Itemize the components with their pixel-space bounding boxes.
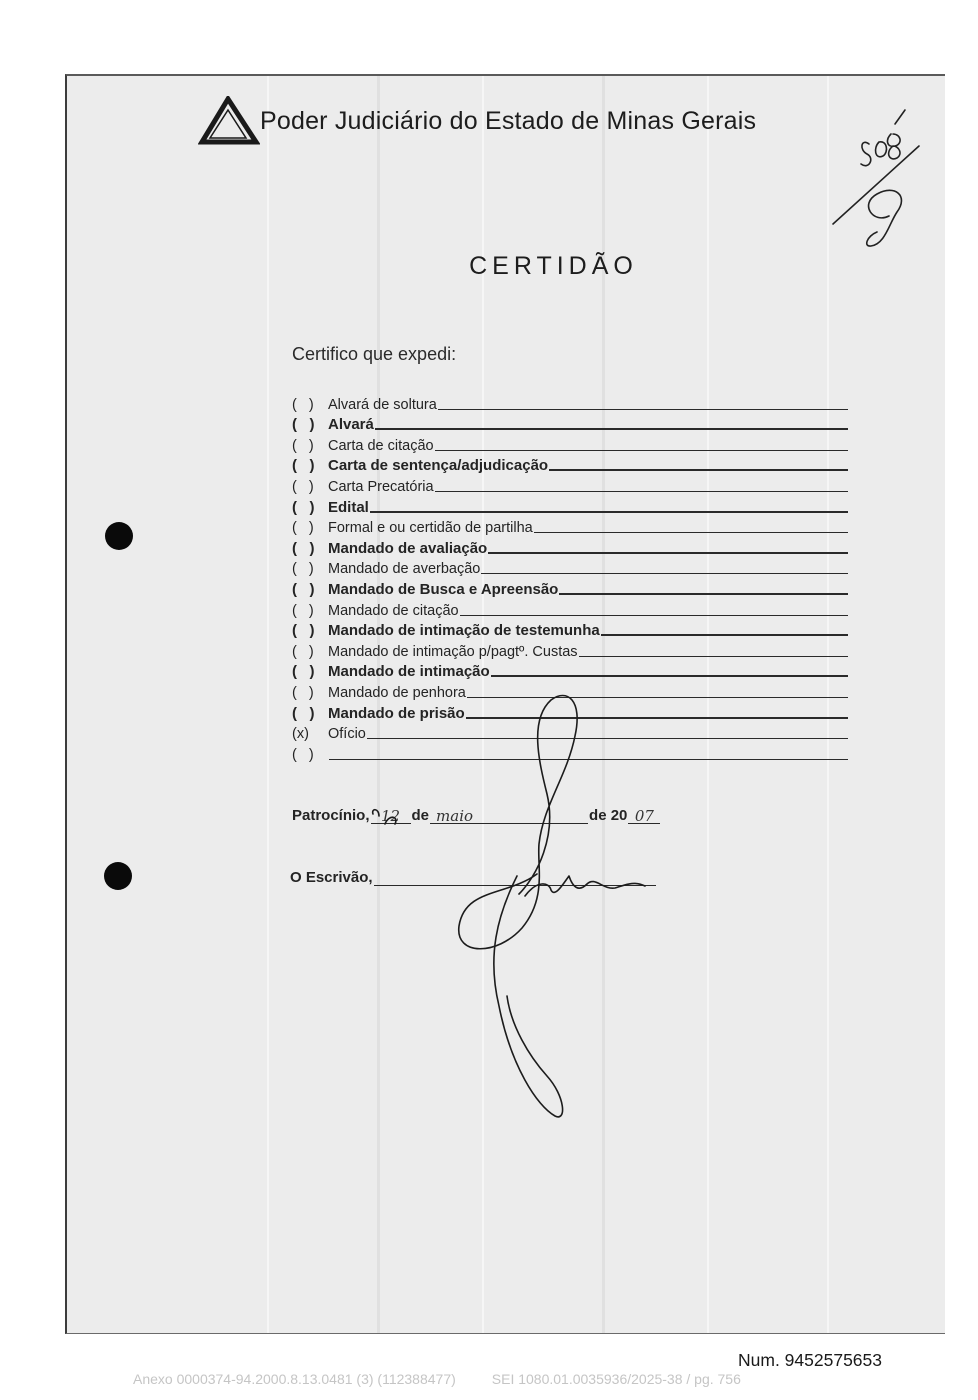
document-list-item [292,413,862,434]
document-number: Num. 9452575653 [738,1350,882,1370]
document-list-item [292,516,862,537]
item-label: Alvará [328,416,374,434]
date-line [292,807,661,824]
footer-reference [133,1371,741,1387]
fill-line [467,697,848,698]
day-field: 12 [371,807,411,824]
fill-line [466,717,848,719]
document-list-item [292,433,862,454]
sei-reference: SEI 1080.01.0035936/2025-38 / pg. 756 [491,1371,741,1387]
item-label: Mandado de avaliação [328,539,488,557]
certification-intro: Certifico que expedi: [292,344,457,364]
document-list-item [292,577,862,598]
document-list-item [292,392,862,413]
item-label: Mandado de intimação de testemunha [328,622,600,640]
checkbox-mark: ( ) [292,622,315,640]
fill-line [375,428,848,430]
document-list-item [292,536,862,557]
fill-line [579,656,848,657]
document-list-item [292,639,862,660]
checkbox-mark: ( ) [292,704,315,722]
fill-line [329,759,848,760]
clerk-signature-field [374,869,656,886]
checkbox-mark: ( ) [292,746,314,763]
item-label: Edital [328,498,369,516]
item-label: Mandado de penhora [328,684,466,701]
checkbox-mark: ( ) [292,520,314,537]
checkbox-mark: ( ) [292,580,315,598]
fill-line [559,593,848,595]
document-list-item [292,701,862,722]
fill-line [491,675,848,677]
checkbox-mark: ( ) [292,396,314,413]
fill-line [488,552,848,554]
clerk-label: O Escrivão, [290,869,373,886]
month-field: maio [430,807,588,824]
checkbox-mark: ( ) [292,478,314,495]
judiciary-logo-icon [198,96,260,146]
item-label: Formal e ou certidão de partilha [328,520,533,537]
item-label: Carta de citação [328,437,434,454]
checkbox-mark: ( ) [292,684,314,701]
document-list-item [292,680,862,701]
checkbox-mark: ( ) [292,437,314,454]
item-label: Mandado de Busca e Apreensão [328,580,559,598]
folio-number-handwritten [819,104,939,254]
checkbox-mark: ( ) [292,498,315,516]
fill-line [601,634,848,636]
document-title: CERTIDÃO [469,252,638,280]
fill-line [367,738,848,739]
document-list [292,392,862,763]
document-list-item [292,722,862,743]
checkbox-mark: ( ) [292,416,315,434]
fill-line [534,532,848,533]
document-list-item [292,454,862,475]
item-label: Carta Precatória [328,478,434,495]
fill-line [435,450,848,451]
document-list-item [292,598,862,619]
clerk-signature-line [290,869,657,886]
fill-line [549,469,848,471]
item-label: Mandado de prisão [328,704,465,722]
scanned-page [65,74,945,1334]
item-label: Mandado de intimação [328,663,490,681]
year-field: 07 [628,807,660,824]
checkbox-mark: ( ) [292,457,315,475]
document-list-item [292,660,862,681]
fill-line [460,615,848,616]
annex-reference: Anexo 0000374-94.2000.8.13.0481 (3) (112388477) [133,1371,456,1387]
item-label: Alvará de soltura [328,396,437,413]
checkbox-mark: ( ) [292,663,315,681]
document-list-item [292,619,862,640]
punch-hole [104,862,132,890]
fill-line [370,511,848,513]
item-label: Mandado de averbação [328,561,481,578]
year-prefix-label: de 20 [589,807,628,824]
fill-line [435,491,848,492]
punch-hole [105,522,133,550]
checkbox-mark: ( ) [292,602,314,619]
document-list-item [292,495,862,516]
document-list-item [292,742,862,763]
checkbox-mark: ( ) [292,539,315,557]
item-label: Mandado de intimação p/pagtº. Custas [328,643,578,660]
de-label: de [411,807,430,824]
checkbox-mark: ( ) [292,643,314,660]
fill-line [438,409,848,410]
fill-line [481,573,848,574]
document-list-item [292,557,862,578]
item-label: Carta de sentença/adjudicação [328,457,549,475]
institution-name: Poder Judiciário do Estado de Minas Gerais [260,107,757,135]
item-label: Mandado de citação [328,602,459,619]
checkbox-mark: (x) [292,726,309,743]
item-label: Ofício [328,726,366,743]
city-label: Patrocínio, [292,807,370,824]
checkbox-mark: ( ) [292,561,314,578]
document-list-item [292,474,862,495]
